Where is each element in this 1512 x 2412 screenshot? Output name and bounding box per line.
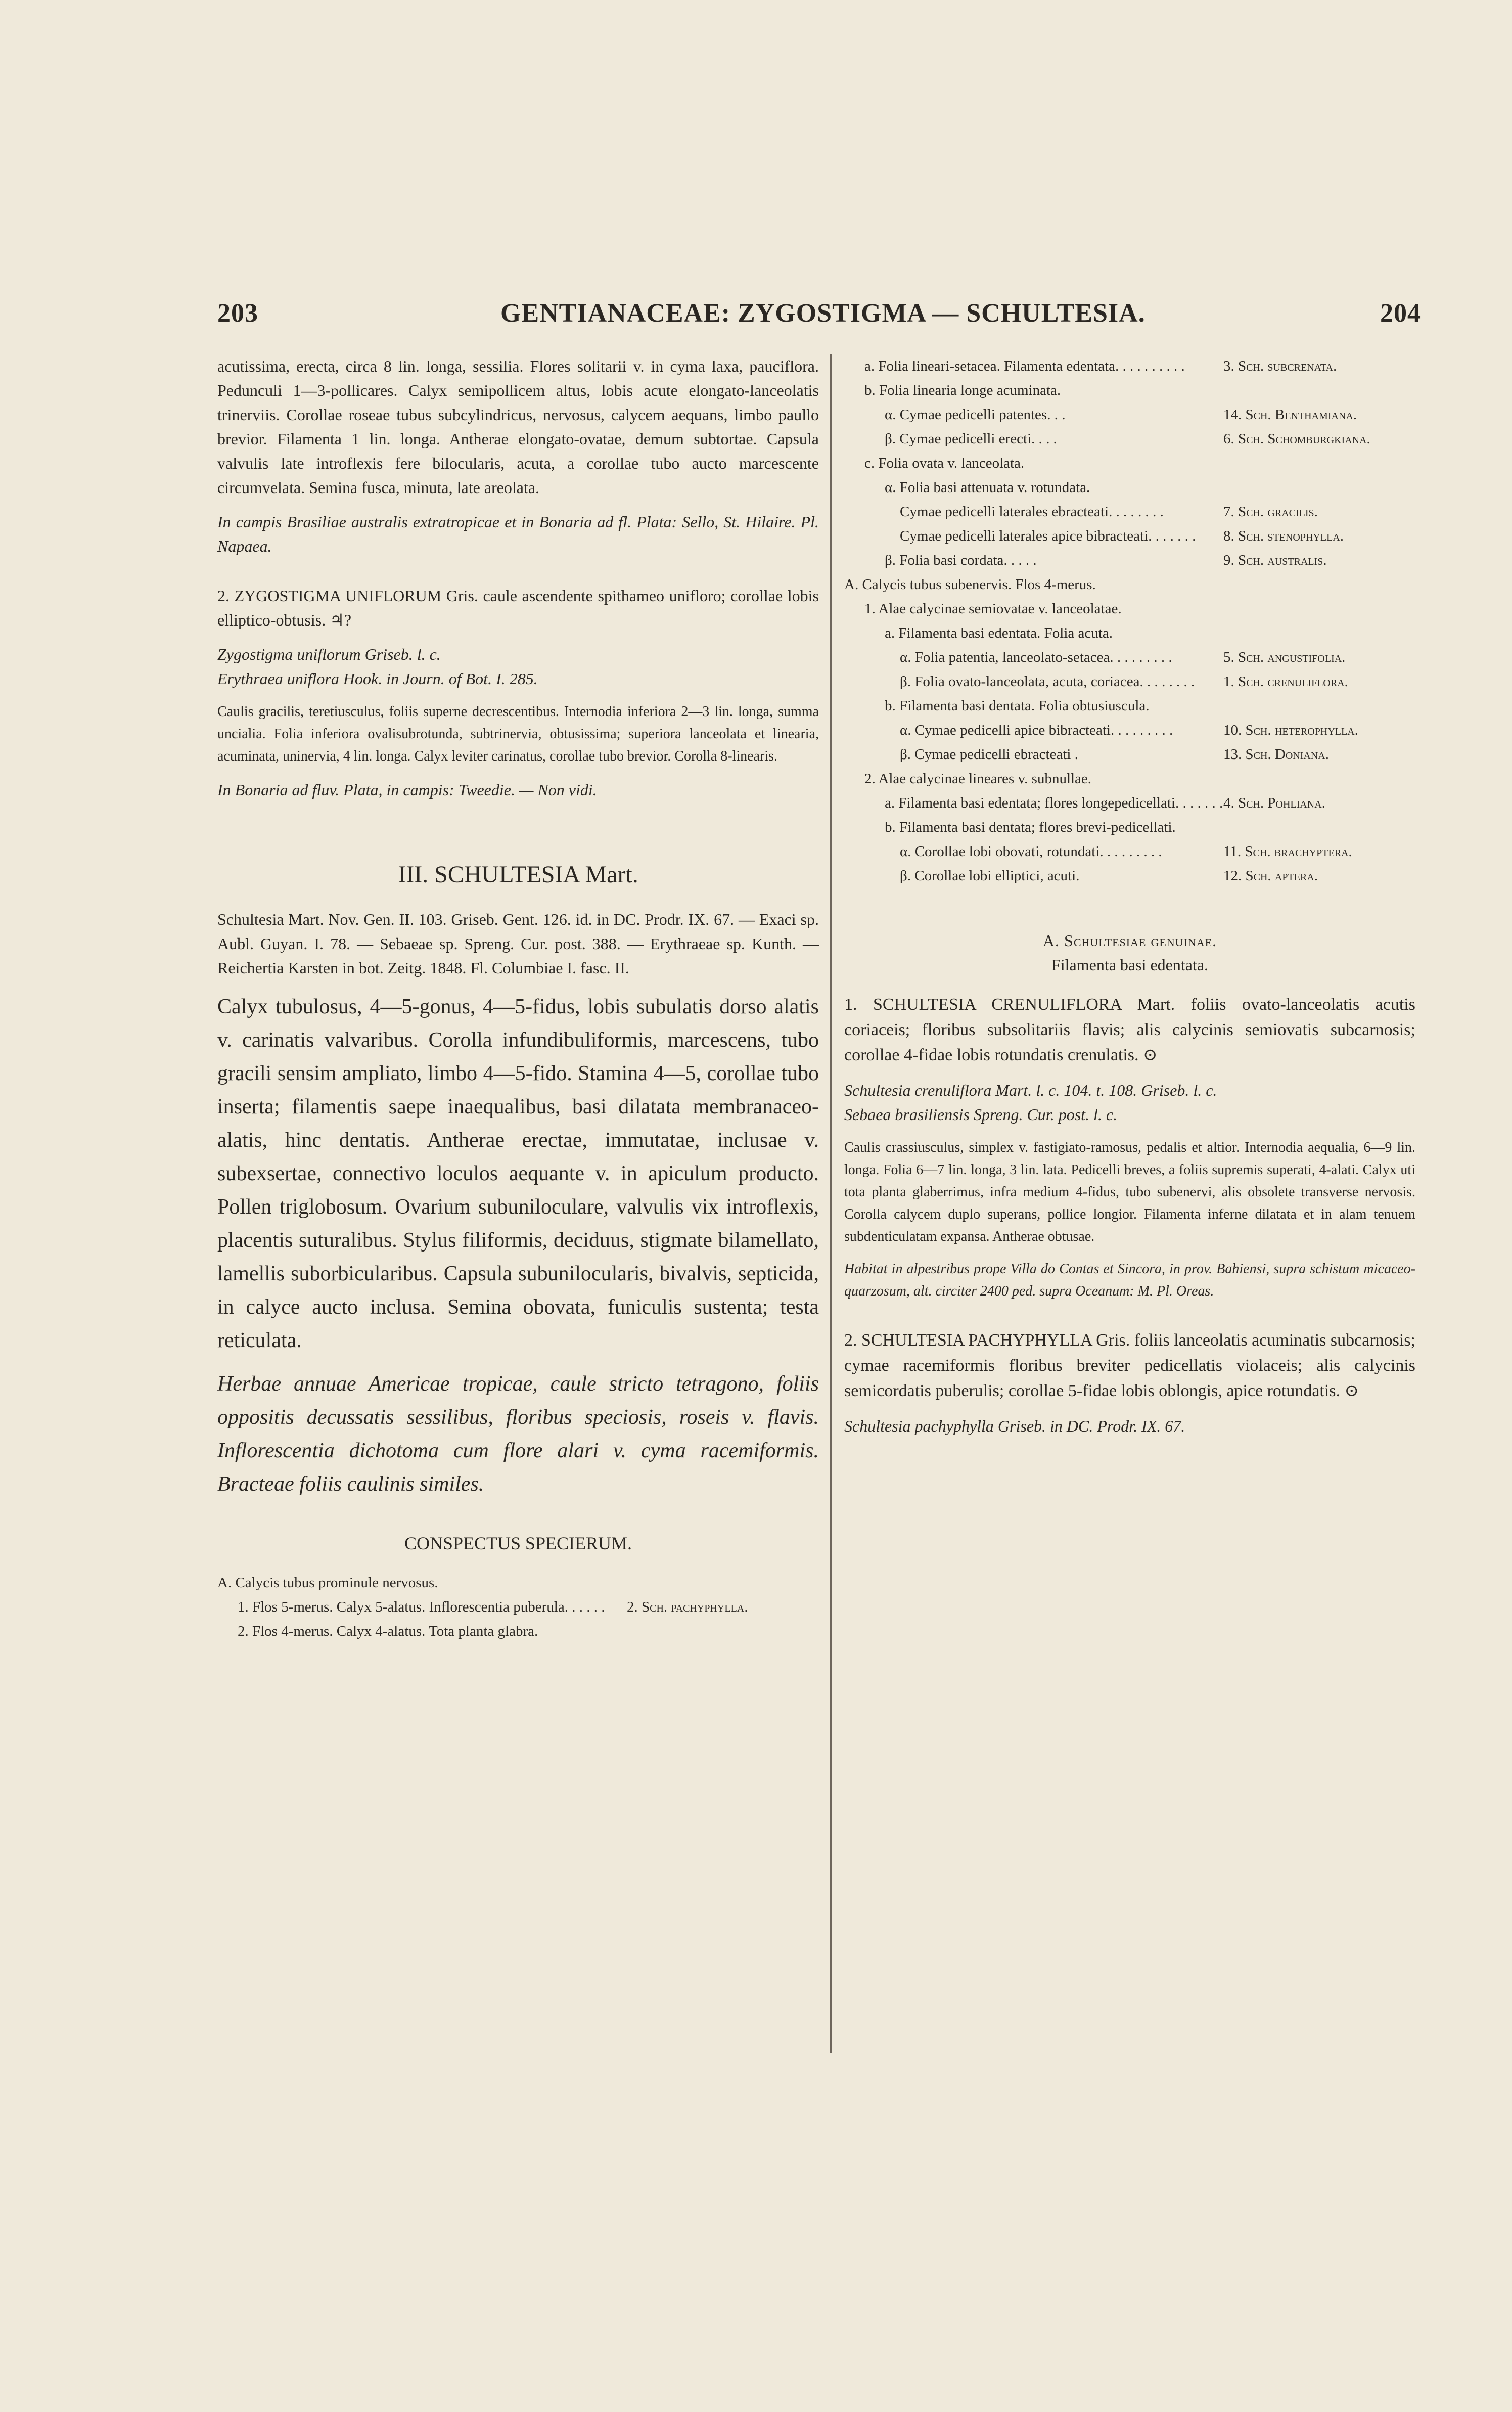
synonym: Sebaea brasiliensis Spreng. Cur. post. l. c.	[844, 1105, 1118, 1124]
key-row: α. Folia patentia, lanceolato-setacea. . . . . . . . . 5. Sch. angustifolia.	[900, 649, 1346, 665]
key-row: α. Cymae pedicelli patentes. . . 14. Sch. Benthamiana.	[885, 407, 1357, 423]
habitat-note: In campis Brasiliae australis extratropicae et in Bonaria ad fl. Plata: Sello, St. Hilaire. Pl. Napaea.	[217, 513, 819, 555]
conspectus-key	[217, 1571, 819, 1643]
key-row: β. Folia basi cordata. . . . . 9. Sch. australis.	[885, 552, 1327, 568]
species-heading: 2. ZYGOSTIGMA UNIFLORUM Gris. caule ascendente spithameo unifloro; corollae lobis elliptico-obtusis. ♃?	[217, 587, 819, 629]
key-row: Cymae pedicelli laterales ebracteati. . . . . . . . 7. Sch. gracilis.	[900, 504, 1318, 520]
key-row: β. Corollae lobi elliptici, acuti. 12. Sch. aptera.	[900, 868, 1318, 884]
habitat-note: Habitat in alpestribus prope Villa do Contas et Sincora, in prov. Bahiensi, supra schistum micaceo-quarzosum, alt. circiter 2400 ped. supra Oceanum: M. Pl. Oreas.	[844, 1261, 1415, 1299]
key-row: β. Folia ovato-lanceolata, acuta, coriacea. . . . . . . . 1. Sch. crenuliflora.	[900, 674, 1348, 690]
key-row: a. Filamenta basi edentata. Folia acuta.	[885, 625, 1113, 641]
key-row: 1. Alae calycinae semiovatae v. lanceolatae.	[864, 601, 1122, 617]
right-column	[844, 354, 1415, 1448]
synonym: Schultesia pachyphylla Griseb. in DC. Prodr. IX. 67.	[844, 1417, 1185, 1435]
synonym: Erythraea uniflora Hook. in Journ. of Bot. I. 285.	[217, 669, 538, 688]
key-row: β. Cymae pedicelli ebracteati . 13. Sch. Doniana.	[900, 746, 1329, 763]
key-row: a. Filamenta basi edentata; flores longepedicellati. . . . . . . 4. Sch. Pohliana.	[885, 795, 1325, 811]
key-row: A. Calycis tubus prominule nervosus.	[217, 1575, 438, 1591]
species-description: Caulis gracilis, teretiusculus, foliis superne decrescentibus. Internodia inferiora 2—3 lin. longa, summa uncialia. Folia inferiora ovalisubrotunda, subtrinervia, obtusissima; superiora lanceolata et linearia, acuminata, uninervia, 4 lin. longa. Calyx leviter carinatus, corollae tubo brevior. Corolla 8-linearis.	[217, 704, 819, 764]
key-row: a. Folia lineari-setacea. Filamenta edentata. . . . . . . . . . 3. Sch. subcrenata.	[864, 358, 1337, 374]
left-column	[217, 354, 819, 1643]
species-key	[844, 354, 1415, 888]
key-row: Cymae pedicelli laterales apice bibracteati. . . . . . . 8. Sch. stenophylla.	[900, 528, 1344, 544]
key-row: A. Calycis tubus subenervis. Flos 4-merus.	[844, 576, 1096, 593]
species-description: Caulis crassiusculus, simplex v. fastigiato-ramosus, pedalis et altior. Internodia aequalia, 6—9 lin. longa. Folia 6—7 lin. longa, 3 lin. lata. Pedicelli breves, a foliis supremis superati, 4-alati. Calyx uti tota planta glaberrimus, infra medium 4-fidus, tubo subenervi, alis obsolete transverse nervosis. Corolla calycem duplo superans, pollice longior. Filamenta inferne dilatata et in alam tenuem subdenticulatam expansa. Antherae obtusae.	[844, 1140, 1415, 1244]
species-heading: 2. SCHULTESIA PACHYPHYLLA Gris. foliis lanceolatis acuminatis subcarnosis; cymae racemiformis floribus breviter pedicellatis violaceis; alis calycinis semicordatis puberulis; corollae 5-fidae lobis oblongis, apice rotundatis. ⊙	[844, 1331, 1415, 1400]
key-row: α. Corollae lobi obovati, rotundati. . . . . . . . . 11. Sch. brachyptera.	[900, 843, 1352, 860]
genus-synonymy: Schultesia Mart. Nov. Gen. II. 103. Griseb. Gent. 126. id. in DC. Prodr. IX. 67. — Exaci sp. Aubl. Guyan. I. 78. — Sebaeae sp. Spreng. Cur. post. 388. — Erythraeae sp. Kunth. — Reichertia Karsten in bot. Zeitg. 1848. Fl. Columbiae I. fasc. II.	[217, 910, 819, 977]
page-number-right: 204	[1380, 299, 1421, 328]
synonym: Zygostigma uniflorum Griseb. l. c.	[217, 645, 441, 663]
key-row: α. Folia basi attenuata v. rotundata.	[885, 479, 1090, 496]
genus-habit: Herbae annuae Americae tropicae, caule stricto tetragono, foliis oppositis decussatis sessilibus, floribus speciosis, roseis v. flavis. Inflorescentia dichotoma cum flore alari v. cyma racemiformis. Bracteae foliis caulinis similes.	[217, 1372, 819, 1496]
genus-description: Calyx tubulosus, 4—5-gonus, 4—5-fidus, lobis subulatis dorso alatis v. carinatis valvaribus. Corolla infundibuliformis, marcescens, tubo gracili sensim ampliato, limbo 4—5-fido. Stamina 4—5, corollae tubo inserta; filamentis saepe inaequalibus, basi dilatata membranaceo-alatis, hinc dentatis. Antherae erectae, immutatae, inclusae v. subexsertae, connectivo loculos aequante v. in apiculum producto. Pollen triglobosum. Ovarium subuniloculare, valvulis vix introflexis, placentis suturalibus. Stylus filiformis, deciduus, stigmate bilamellato, lamellis suborbicularibus. Capsula subunilocularis, bivalvis, septicida, in calyce aucto inclusa. Semina obovata, funiculis sustenta; testa reticulata.	[217, 995, 819, 1352]
synonym: Schultesia crenuliflora Mart. l. c. 104. t. 108. Griseb. l. c.	[844, 1081, 1217, 1099]
page-number-left: 203	[217, 299, 258, 328]
species-heading: 1. SCHULTESIA CRENULIFLORA Mart. foliis ovato-lanceolatis acutis coriaceis; floribus subsolitariis flavis; alis calycinis semiovatis subcarnosis; corollae 4-fidae lobis rotundatis crenulatis. ⊙	[844, 995, 1415, 1064]
conspectus-title: CONSPECTUS SPECIERUM.	[404, 1533, 632, 1553]
key-row: b. Folia linearia longe acuminata.	[864, 382, 1061, 398]
section-subtitle: Filamenta basi edentata.	[1051, 956, 1209, 974]
key-row: 2. Alae calycinae lineares v. subnullae.	[864, 771, 1092, 787]
habitat-note: In Bonaria ad fluv. Plata, in campis: Tweedie. — Non vidi.	[217, 781, 597, 799]
section-title: A. Schultesiae genuinae.	[1042, 931, 1217, 950]
key-row: α. Cymae pedicelli apice bibracteati. . . . . . . . . 10. Sch. heterophylla.	[900, 722, 1358, 738]
running-title: GENTIANACEAE: ZYGOSTIGMA — SCHULTESIA.	[500, 299, 1146, 328]
key-row: b. Filamenta basi dentata; flores brevi-pedicellati.	[885, 819, 1176, 835]
key-row: b. Filamenta basi dentata. Folia obtusiuscula.	[885, 698, 1150, 714]
key-row: 2. Flos 4-merus. Calyx 4-alatus. Tota planta glabra.	[238, 1623, 538, 1639]
key-row: β. Cymae pedicelli erecti. . . . 6. Sch. Schomburgkiana.	[885, 431, 1370, 447]
key-row: c. Folia ovata v. lanceolata.	[864, 455, 1025, 471]
description-paragraph: acutissima, erecta, circa 8 lin. longa, sessilia. Flores solitarii v. in cyma laxa, pauciflora. Pedunculi 1—3-pollicares. Calyx semipollicem altus, lobis acute elongato-lanceolatis trinerviis. Corollae roseae tubus subcylindricus, nervosus, calycem aequans, limbo paullo brevior. Filamenta 1 lin. longa. Antherae elongato-ovatae, demum subtortae. Capsula valvulis late introflexis fere bilocularis, acuta, a corollae tubo aucto marcescente circumvelata. Semina fusca, minuta, late areolata.	[217, 357, 819, 497]
column-divider	[830, 354, 832, 2053]
genus-heading: III. SCHULTESIA Mart.	[398, 861, 638, 888]
key-row: 1. Flos 5-merus. Calyx 5-alatus. Inflorescentia puberula. . . . . . 2. Sch. pachyphylla.	[238, 1599, 748, 1615]
